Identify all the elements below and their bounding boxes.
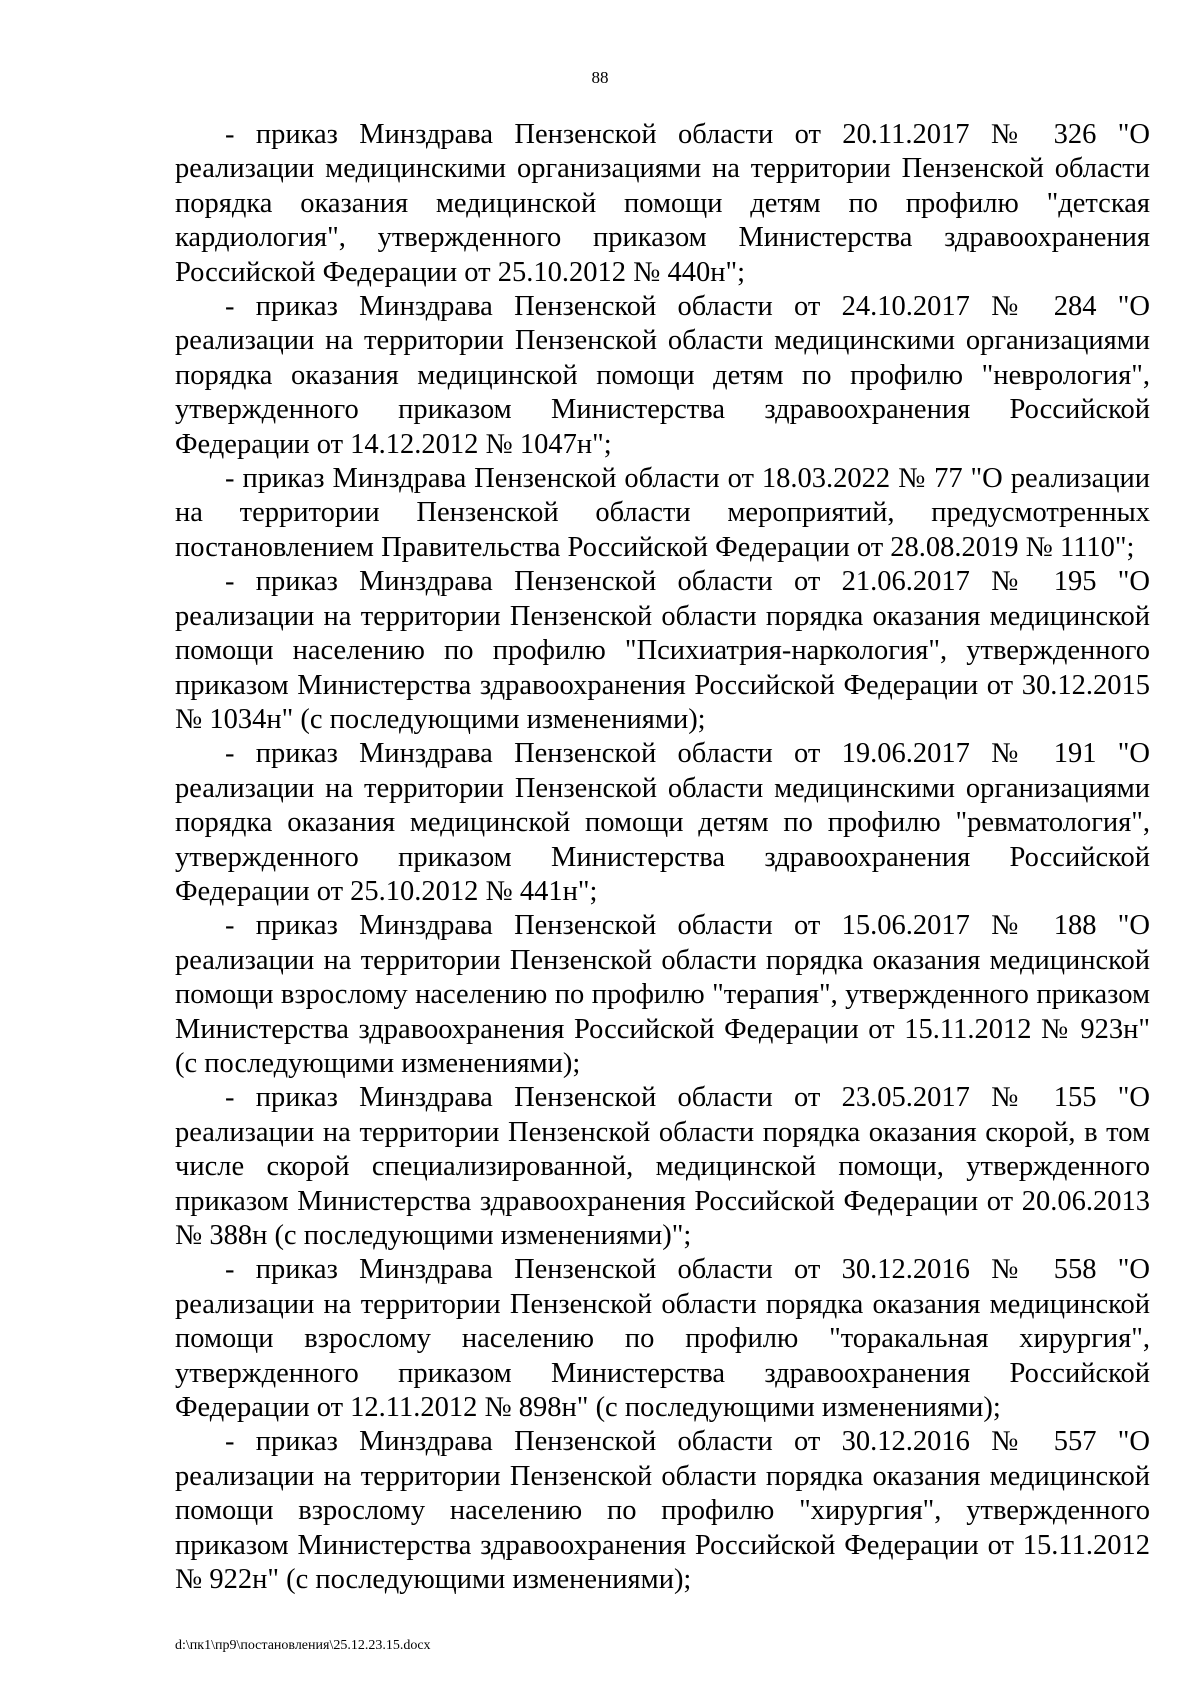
paragraph-order-191: - приказ Минздрава Пензенской области от 19.06.2017 № 191 "О реализации на территории Пензенской области медицинскими организациями порядка оказания медицинской помощи детям по профилю "ревматология", утвержденного приказом Министерства здравоохранения Российской Федерации от 25.10.2012 № 441н"; — [175, 738, 1150, 907]
paragraph-order-155: - приказ Минздрава Пензенской области от 23.05.2017 № 155 "О реализации на территории Пензенской области порядка оказания скорой, в том числе скорой специализированной, медицинской помощи, утвержденного приказом Министерства здравоохранения Российской Федерации от 20.06.2013 № 388н (с последующими изменениями)"; — [175, 1082, 1150, 1251]
paragraph-order-326: - приказ Минздрава Пензенской области от 20.11.2017 № 326 "О реализации медицинскими организациями на территории Пензенской области порядка оказания медицинской помощи детям по профилю "детская кардиология", утвержденного приказом Министерства здравоохранения Российской Федерации от 25.10.2012 № 440н"; — [175, 119, 1150, 288]
page-number: 88 — [591, 68, 609, 87]
paragraph-order-557: - приказ Минздрава Пензенской области от 30.12.2016 № 557 "О реализации на территории Пензенской области порядка оказания медицинской помощи взрослому населению по профилю "хирургия", утвержденного приказом Министерства здравоохранения Российской Федерации от 15.11.2012 № 922н" (с последующими изменениями); — [175, 1426, 1150, 1596]
paragraph-order-558: - приказ Минздрава Пензенской области от 30.12.2016 № 558 "О реализации на территории Пензенской области порядка оказания медицинской помощи взрослому населению по профилю "торакальная хирургия", утвержденного приказом Министерства здравоохранения Российской Федерации от 12.11.2012 № 898н" (с последующими изменениями); — [175, 1254, 1150, 1424]
paragraph-order-195: - приказ Минздрава Пензенской области от 21.06.2017 № 195 "О реализации на территории Пензенской области порядка оказания медицинской помощи населению по профилю "Психиатрия-наркология", утвержденного приказом Министерства здравоохранения Российской Федерации от 30.12.2015 № 1034н" (с последующими изменениями); — [175, 566, 1150, 735]
paragraph-order-188: - приказ Минздрава Пензенской области от 15.06.2017 № 188 "О реализации на территории Пензенской области порядка оказания медицинской помощи взрослому населению по профилю "терапия", утвержденного приказом Министерства здравоохранения Российской Федерации от 15.11.2012 № 923н" (с последующими изменениями); — [175, 910, 1150, 1079]
document-body — [175, 118, 1150, 1597]
footer-file-path: d:\пк1\пр9\постановления\25.12.23.15.docx — [175, 1638, 431, 1653]
paragraph-order-284: - приказ Минздрава Пензенской области от 24.10.2017 № 284 "О реализации на территории Пензенской области медицинскими организациями порядка оказания медицинской помощи детям по профилю "неврология", утвержденного приказом Министерства здравоохранения Российской Федерации от 14.12.2012 № 1047н"; — [175, 291, 1150, 460]
paragraph-order-77: - приказ Минздрава Пензенской области от 18.03.2022 № 77 "О реализации на территории Пензенской области мероприятий, предусмотренных постановлением Правительства Российской Федерации от 28.08.2019 № 1110"; — [175, 463, 1150, 563]
